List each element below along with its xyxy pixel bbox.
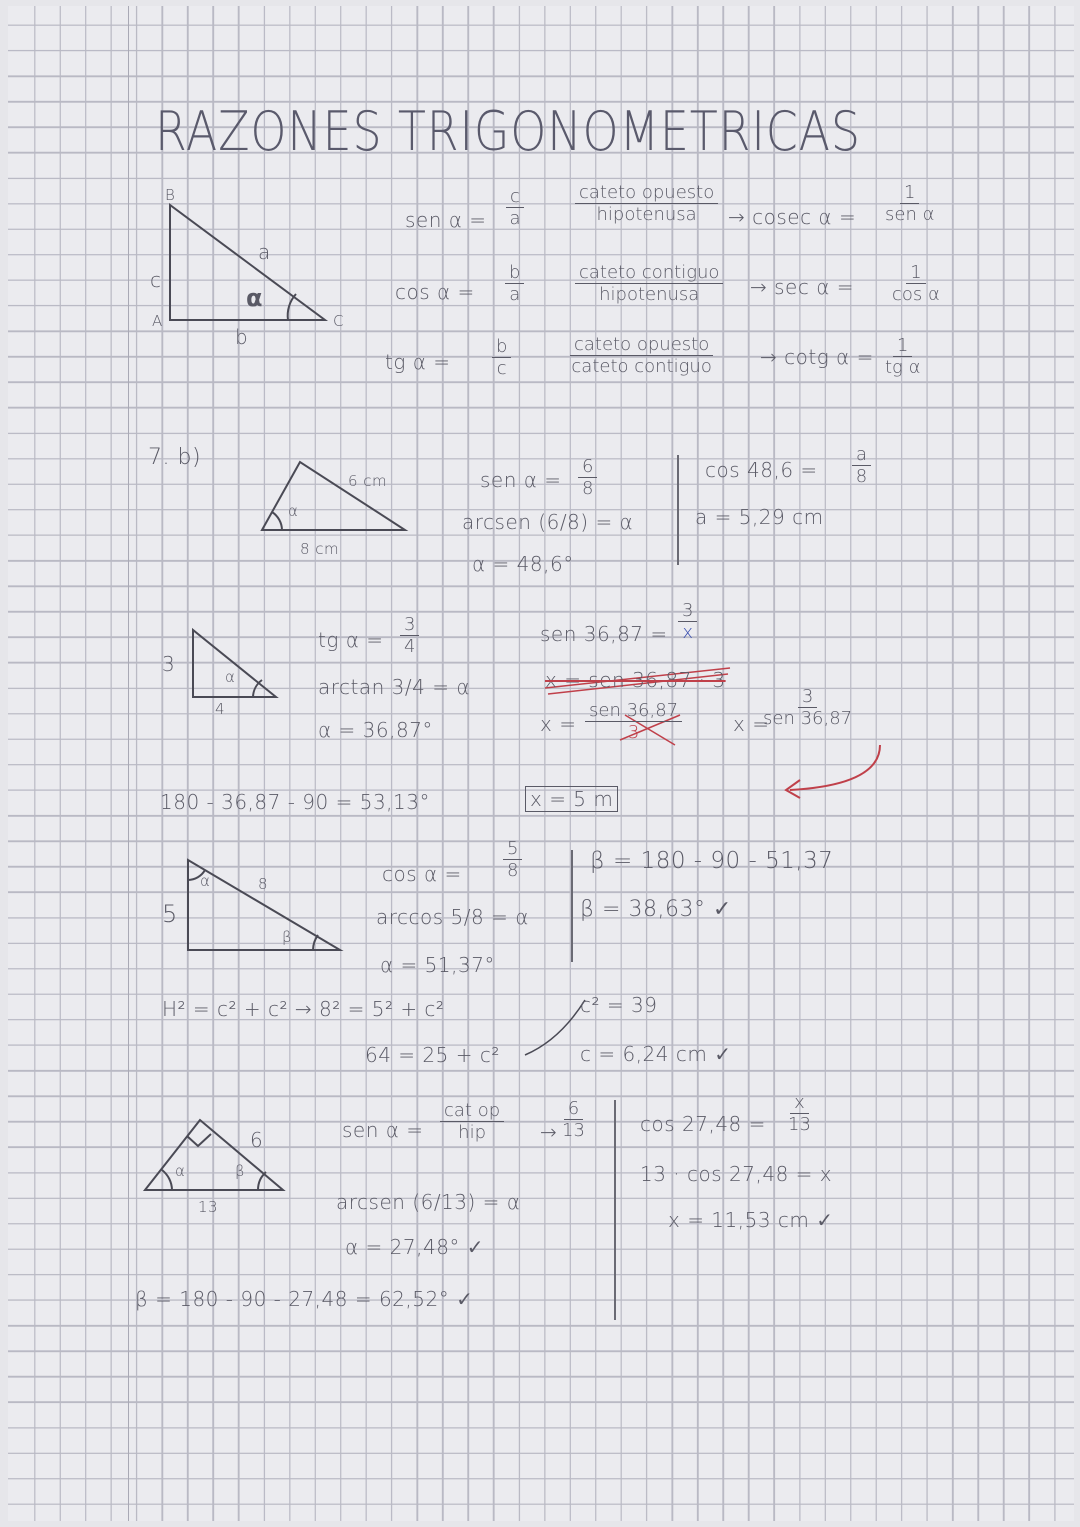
ex2-l3: α = 36,87° (318, 718, 433, 742)
ex1-r1: cos 48,6 = (705, 458, 818, 482)
den: cateto contiguo (571, 356, 712, 377)
num: sen 36,87 (585, 700, 682, 722)
ex2-side: 3 (162, 652, 176, 676)
ex3-r2: β = 38,63° ✓ (580, 897, 732, 922)
den: 8 (507, 860, 519, 881)
ex4-beta: β (235, 1162, 246, 1180)
num: 6 (578, 456, 597, 478)
triangle-ex2 (193, 630, 276, 697)
ex3-r1: β = 180 - 90 - 51,37 (590, 848, 834, 874)
den: cos α (892, 284, 940, 305)
ex3-p2: 64 = 25 + c² (365, 1043, 500, 1067)
den: sen 36,87 (763, 708, 853, 729)
ex3-alpha: α (200, 872, 211, 890)
ex4-r1: cos 27,48 = (640, 1112, 766, 1136)
def-sec: → sec α = (750, 275, 854, 299)
ex4-l1: sen α = (342, 1118, 424, 1142)
ex2-alpha: α (225, 668, 236, 686)
den: 8 (855, 466, 868, 487)
ex2-m1-frac (678, 600, 697, 643)
den: hip (458, 1122, 486, 1143)
triangle-ex3 (188, 860, 340, 950)
def-tg-lhs: tg α = (385, 350, 451, 374)
ex2-result: x = 5 m (525, 786, 618, 812)
den: hipotenusa (596, 204, 697, 225)
ex2-base: 4 (215, 700, 226, 718)
divider (614, 1100, 616, 1320)
num: 1 (906, 262, 925, 284)
ex2-m3-frac-crossed (585, 700, 682, 743)
side-b: b (235, 325, 249, 349)
divider (571, 850, 573, 962)
den: 13 (562, 1120, 585, 1141)
den: sen α (885, 204, 935, 225)
ex2-angle: 180 - 36,87 - 90 = 53,13° (160, 790, 430, 814)
def-cotg-frac (885, 335, 920, 378)
ex1-r1-frac (852, 444, 871, 487)
den: 3 (627, 722, 640, 743)
ex4-l1-arrow: → (540, 1120, 558, 1144)
ex2-m3: x = (540, 712, 577, 736)
ex3-p4: c = 6,24 cm ✓ (580, 1042, 732, 1066)
def-tg-frac (492, 336, 511, 379)
ex3-beta: β (282, 928, 293, 946)
ex4-alpha: α (175, 1162, 186, 1180)
ex3-side: 5 (162, 900, 178, 928)
num: cat op (440, 1100, 504, 1122)
ex4-l1-frac (440, 1100, 504, 1143)
ex1-alpha: α (288, 502, 299, 520)
num: 3 (798, 686, 817, 708)
ex3-l1-frac (503, 838, 522, 881)
ex4-r1-frac (788, 1092, 811, 1135)
def-sec-frac (892, 262, 940, 305)
def-cos-words (575, 262, 723, 305)
num: cateto opuesto (570, 334, 713, 356)
den: hipotenusa (599, 284, 700, 305)
ex4-l2: arcsen (6/13) = α (336, 1190, 521, 1214)
ex1-l3: α = 48,6° (472, 552, 574, 576)
def-cotg: → cotg α = (760, 345, 874, 369)
ex2-r1: x = (733, 712, 770, 736)
ex2-m2-crossed: x = sen 36,87 · 3 (545, 668, 726, 692)
def-sen-words (575, 182, 718, 225)
def-cos-lhs: cos α = (395, 280, 475, 304)
exercise-label: 7. b) (148, 445, 202, 470)
den: a (509, 284, 521, 305)
ex1-base: 8 cm (300, 540, 340, 558)
ex2-m1: sen 36,87 = (540, 622, 668, 646)
num: 6 (564, 1098, 583, 1120)
ex4-l3: α = 27,48° ✓ (345, 1235, 485, 1259)
ex3-l3: α = 51,37° (380, 953, 495, 977)
ex3-l2: arccos 5/8 = α (376, 905, 529, 929)
def-cosec-frac (885, 182, 934, 225)
divider (677, 455, 679, 565)
den: 4 (404, 636, 416, 657)
den: tg α (885, 357, 921, 378)
def-sen-frac (506, 186, 524, 229)
num: 3 (400, 614, 419, 636)
ex3-p3: c² = 39 (580, 993, 658, 1017)
def-cosec: → cosec α = (728, 205, 857, 229)
ex4-side: 6 (250, 1128, 264, 1152)
def-cos-frac (505, 262, 524, 305)
ex3-l1: cos α = (382, 862, 462, 886)
num: 3 (678, 600, 697, 622)
ex4-r3: x = 11,53 cm ✓ (668, 1208, 834, 1232)
ex4-base: 13 (198, 1198, 219, 1216)
def-tg-words (570, 334, 713, 377)
num: c (506, 186, 524, 208)
ex1-l1: sen α = (480, 468, 562, 492)
def-sen-lhs: sen α = (405, 208, 487, 232)
red-arrow (786, 745, 880, 798)
den: 8 (582, 478, 594, 499)
ex1-l2: arcsen (6/8) = α (462, 510, 634, 534)
ex3-p1: H² = c² + c² → 8² = 5² + c² (162, 997, 445, 1021)
num: 5 (503, 838, 522, 860)
connector (525, 1000, 585, 1055)
den: 13 (788, 1114, 811, 1135)
ex2-r1-frac (763, 686, 852, 729)
side-a: a (258, 240, 271, 264)
num: cateto opuesto (575, 182, 718, 204)
ex4-r2: 13 · cos 27,48 = x (640, 1162, 833, 1186)
ex1-r2: a = 5,29 cm (695, 505, 824, 529)
num: cateto contiguo (575, 262, 723, 284)
vertex-b: B (165, 186, 176, 204)
num: a (852, 444, 871, 466)
num: b (505, 262, 524, 284)
num: x (790, 1092, 809, 1114)
ex4-l1-frac2 (562, 1098, 585, 1141)
ex2-l2: arctan 3/4 = α (318, 675, 471, 699)
num: 1 (900, 182, 919, 204)
ex1-hyp: 6 cm (348, 472, 388, 490)
den: x (682, 622, 694, 643)
page-title: RAZONES TRIGONOMETRICAS (155, 100, 861, 163)
ex3-hyp: 8 (258, 875, 269, 893)
vertex-c: C (333, 312, 344, 330)
angle-alpha: α (246, 284, 263, 312)
ex2-l1: tg α = (318, 628, 384, 652)
num: b (492, 336, 511, 358)
den: c (496, 358, 507, 379)
den: a (509, 208, 521, 229)
vertex-a: A (152, 312, 163, 330)
num: 1 (893, 335, 912, 357)
ex1-l1-frac (578, 456, 597, 499)
side-c: c (150, 268, 162, 292)
ex2-l1-frac (400, 614, 419, 657)
ex4-beta-line: β = 180 - 90 - 27,48 = 62,52° ✓ (135, 1287, 474, 1311)
